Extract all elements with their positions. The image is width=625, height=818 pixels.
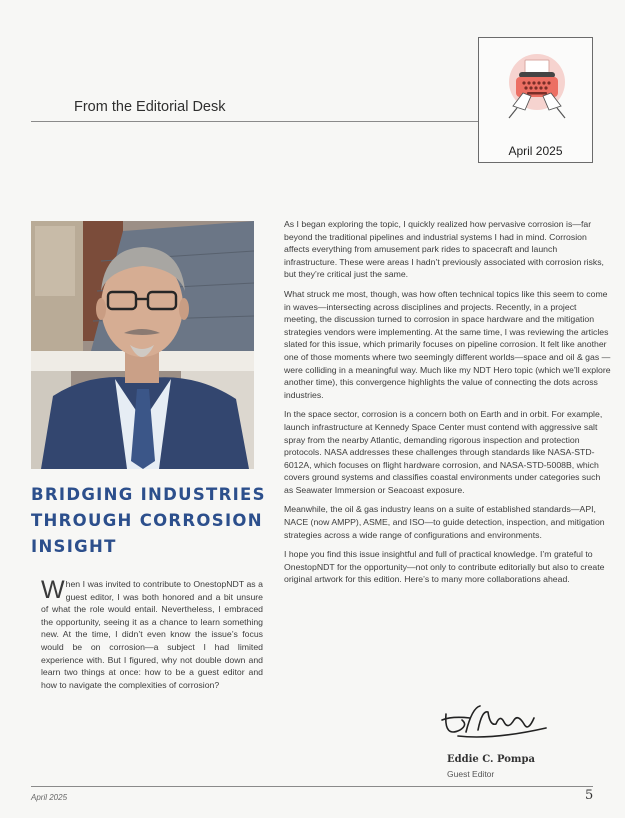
footer-divider <box>31 786 593 787</box>
issue-date-box <box>478 37 593 163</box>
typewriter-icon <box>505 52 569 122</box>
header-divider <box>31 121 478 122</box>
body-paragraph: Meanwhile, the oil & gas industry leans on a suite of established standards—API, NACE (now AMPP), ASME, and ISO—to guide detection, inspection, and mitigation strategies across a wide range of configurations and environments. <box>284 504 605 540</box>
drop-cap: W <box>41 576 65 604</box>
signature <box>438 700 550 746</box>
section-title: From the Editorial Desk <box>74 99 226 115</box>
author-photo <box>31 221 254 469</box>
issue-date: April 2025 <box>508 144 563 158</box>
author-title: Guest Editor <box>447 769 495 779</box>
body-paragraph: What struck me most, though, was how often technical topics like this seem to come in waves—intersecting across disciplines and projects. Recently, in a project meeting, the discussion turned to corrosion in space hardware and the mitigation strategies vendors were implementing. At the same time, I was reviewing the articles slated for this issue, which primarily focuses on pipeline corrosion. It felt like another one of those moments where two seemingly different worlds—space and oil & gas —were colliding in a meaningful way. Much like my NDT Hero topic (which we’ll explore another time), this convergence highlights the value of connecting the dots across industries. <box>284 288 611 400</box>
body-paragraph: As I began exploring the topic, I quickly realized how pervasive corrosion is—far beyond the traditional pipelines and industrial systems I had in mind. Corrosion affects everything from amusement park rides to spacecraft and launch infrastructure. These were areas I hadn’t previously associated with corrosion risks, but they’re critical just the same. <box>284 219 604 280</box>
article-body <box>284 218 611 593</box>
page-number: 5 <box>585 788 594 803</box>
author-name: Eddie C. Pompa <box>447 754 535 765</box>
intro-paragraph <box>41 578 263 691</box>
article-headline: BRIDGING INDUSTRIES THROUGH CORROSION INSIGHT <box>31 485 266 556</box>
body-paragraph: I hope you find this issue insightful and full of practical knowledge. I’m grateful to OnestopNDT for the opportunity—not only to contribute editorially but also to create original artwork for this edition. Here’s to many more collaborations ahead. <box>284 549 605 585</box>
body-paragraph: In the space sector, corrosion is a concern both on Earth and in orbit. For example, launch infrastructure at Kennedy Space Center must contend with aggressive salt spray from the nearby Atlantic, demanding rigorous inspection and protection protocols. NASA addresses these challenges through standards like NASA-STD-6012A, which focuses on flight hardware corrosion, and NASA-STD-5008B, which covers ground systems and classifies coastal environments under categories such as Seawater Immersion or Seacoast exposure. <box>284 409 603 495</box>
footer-date: April 2025 <box>31 793 68 802</box>
intro-text: hen I was invited to contribute to OnestopNDT as a guest editor, I was both honored and a bit unsure of what the role would entail. Nevertheless, I embraced the opportunity, seeing it as a chance to learn something new. At the time, I didn’t even know the issue’s focus would be on corrosion—a subject I had limited experience with. But I figured, why not double down and learn two things at once: how to be a guest editor and how to navigate the complexities of corrosion? <box>41 579 263 690</box>
